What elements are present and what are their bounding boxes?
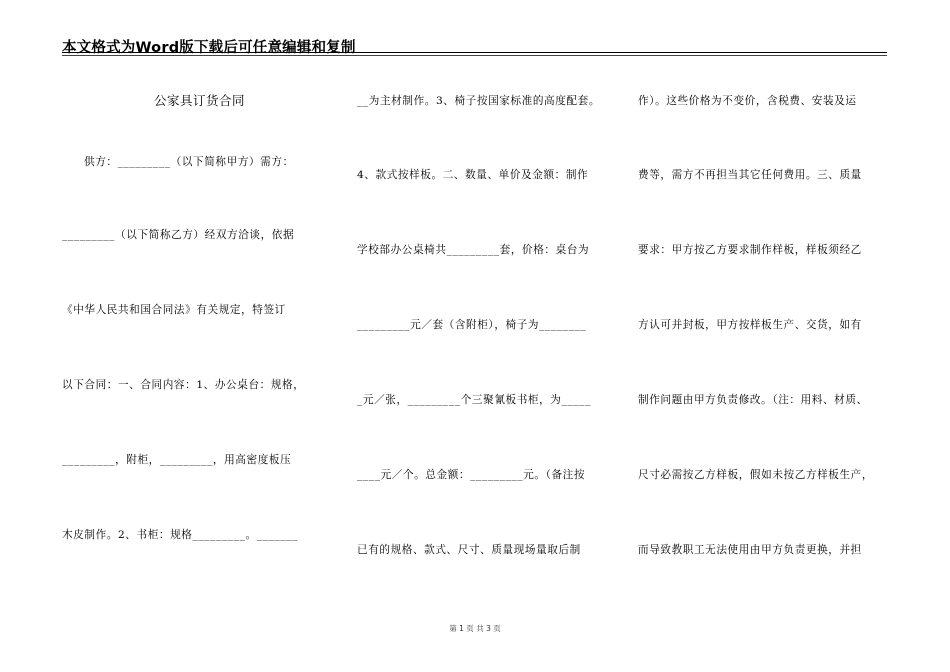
text-line: 制作问题由甲方负责修改。（注：用料、材质、 (638, 394, 868, 406)
text-line: 供方：_________（以下简称甲方）需方： (84, 156, 294, 168)
text-line: _________，附柜，_________，用高密度板压 (62, 454, 292, 466)
text-line: 作）。这些价格为不变价，含税费、安装及运 (638, 95, 857, 107)
text-line: ____元／个。总金额：_________元。（备注按 (357, 469, 586, 481)
text-line: 要求：甲方按乙方要求制作样板，样板须经乙 (638, 244, 862, 256)
text-line: _________（以下简称乙方）经双方洽谈，依据 (62, 229, 295, 241)
text-line: 已有的规格、款式、尺寸、质量现场量取后制 (357, 544, 581, 556)
text-line: __为主材制作。3、椅子按国家标准的高度配套。 (357, 95, 601, 107)
text-line: 木皮制作。2、书柜：规格_________。_______ (62, 529, 299, 541)
text-line: 学校部办公桌椅共_________套，价格：桌台为 (357, 244, 590, 256)
page-number: 第 1 页 共 3 页 (449, 624, 501, 633)
text-line: _________元／套（含附柜），椅子为________ (357, 319, 587, 331)
text-column-1 (62, 0, 337, 672)
text-line: 费等，需方不再担当其它任何费用。三、质量 (638, 169, 862, 181)
text-line: 《中华人民共和国合同法》有关规定，特签订 (62, 304, 286, 316)
document-header-banner: 本文格式为Word版下载后可任意编辑和复制 (62, 40, 356, 56)
text-column-2 (357, 0, 625, 672)
text-line: _元／张，_________个三聚氰板书柜，为_____ (357, 394, 591, 406)
text-line: 4、款式按样板。二、数量、单价及金额：制作 (357, 169, 589, 181)
text-line: 方认可并封板，甲方按样板生产、交货，如有 (638, 319, 862, 331)
text-column-3 (638, 0, 890, 672)
text-line: 而导致教职工无法使用由甲方负责更换，并担 (638, 544, 862, 556)
text-line: 尺寸必需按乙方样板，假如未按乙方样板生产， (638, 469, 874, 481)
document-title: 公家具订货合同 (153, 93, 245, 108)
text-line: 以下合同：一、合同内容：1、办公桌台：规格， (62, 379, 305, 391)
